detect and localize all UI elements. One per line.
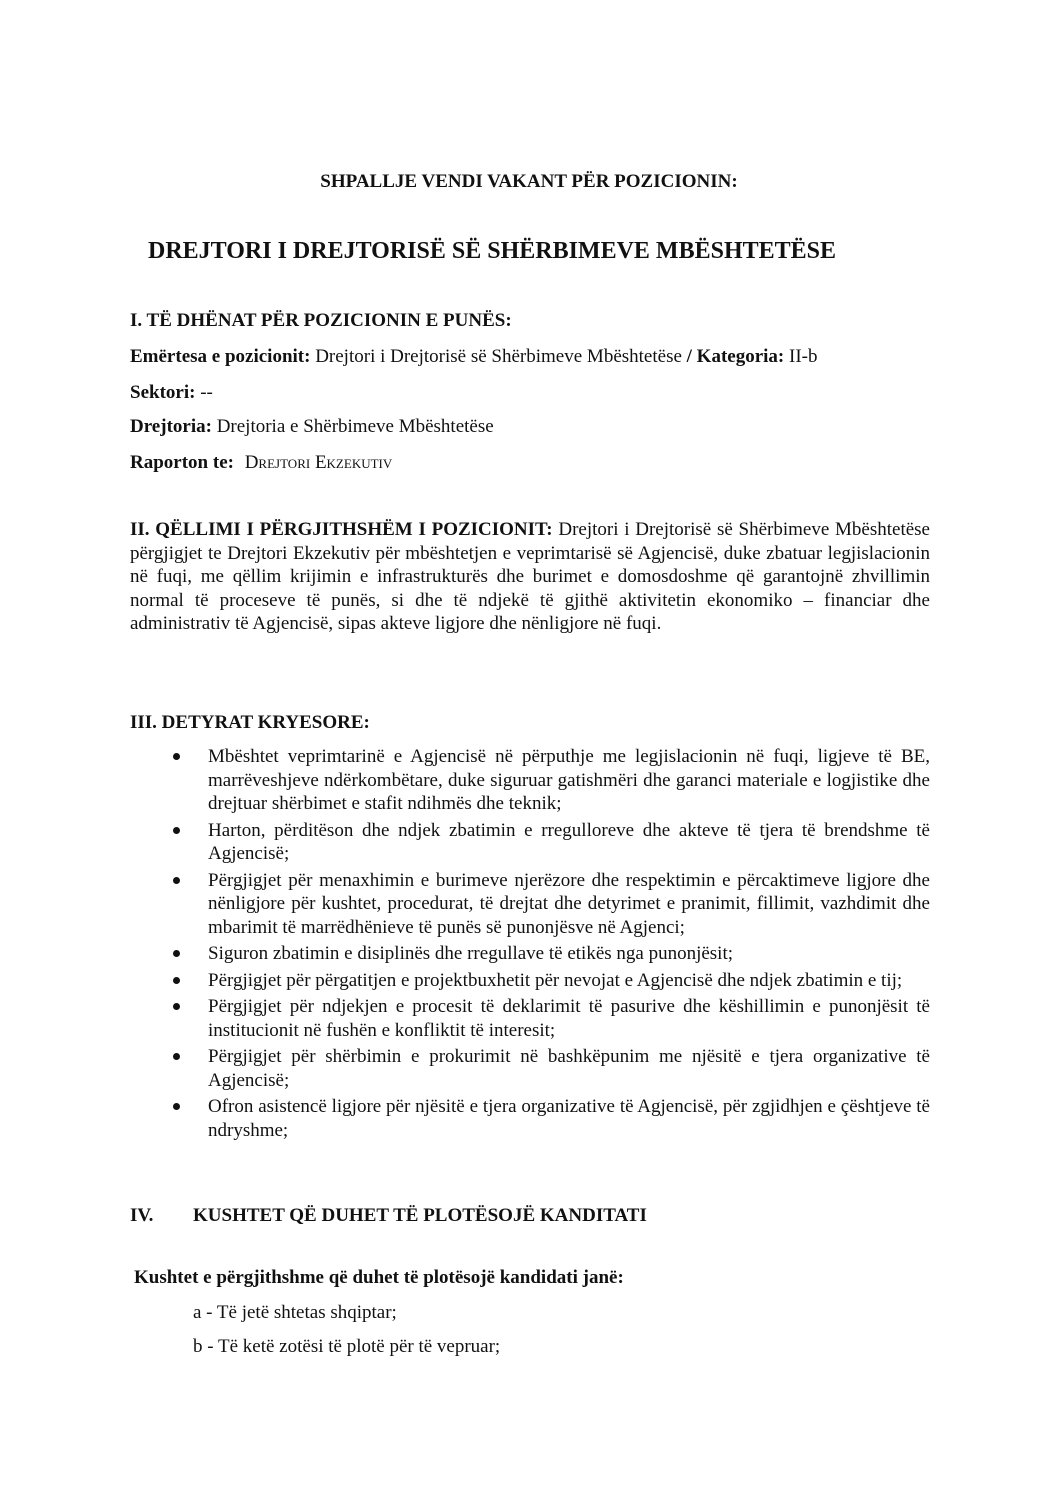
bullet-icon [173,1103,180,1110]
bullet-icon [173,977,180,984]
section4-number: IV. [130,1205,154,1226]
reports-row [130,452,392,474]
bullet-icon [173,1003,180,1010]
section4-heading: KUSHTET QË DUHET TË PLOTËSOJË KANDITATI [193,1205,647,1226]
purpose-text: Drejtori i Drejtorisë së Shërbimeve Mbështetëse përgjigjet te Drejtori Ekzekutiv për mbështetjen e veprimtarisë së Agjencisë, duke zbatuar legjislacionin në fuqi, me qëllim krijimin e infrastrukturës dhe burimet e domosdoshme që garantojnë zhvillimin normal të proceseve të punës, si dhe të ndjekë të gjithë aktivitetin ekonomiko – financiar dhe administrativ të Agjencisë, sipas akteve ligjore dhe nënligjore në fuqi. [130,519,930,634]
general-conditions-heading: Kushtet e përgjithshme që duhet të plotësojë kandidati janë: [134,1267,624,1288]
condition-item: b - Të ketë zotësi të plotë për të vepruar; [193,1336,501,1357]
condition-item: a - Të jetë shtetas shqiptar; [193,1302,397,1323]
task-text: Përgjigjet për ndjekjen e procesit të deklarimit të pasurive dhe këshillimin e punonjësit të institucionit në fushën e konfliktit të interesit; [208,996,930,1041]
section1-heading: I. TË DHËNAT PËR POZICIONIN E PUNËS: [130,310,512,331]
task-text: Përgjigjet për shërbimin e prokurimit në bashkëpunim me njësitë e tjera organizative të Agjencisë; [208,1046,930,1091]
list-item [173,869,930,940]
sector-value: -- [195,382,213,403]
reports-value: Drejtori Ekzekutiv [244,452,393,473]
directorate-value: Drejtoria e Shërbimeve Mbështetëse [211,416,494,437]
task-text: Siguron zbatimin e disiplinës dhe rregullave të etikës nga punonjësit; [208,943,734,964]
sector-label: Sektori: [130,382,196,403]
position-name-row [130,346,818,368]
position-name-label: Emërtesa e pozicionit: [130,346,311,367]
task-text: Mbështet veprimtarinë e Agjencisë në përputhje me legjislacionin në fuqi, ligjeve të BE, marrëveshjeve ndërkombëtare, duke siguruar gatishmëri dhe garanci materiale e logjistike dhe drejtuar shërbimet e stafit ndihmës dhe teknik; [208,746,930,814]
announcement-title: SHPALLJE VENDI VAKANT PËR POZICIONIN: [320,171,738,192]
task-text: Përgjigjet për përgatitjen e projektbuxhetit për nevojat e Agjencisë dhe ndjek zbatimin e tij; [208,969,903,991]
reports-label: Raporton te: [130,452,234,473]
directorate-label: Drejtoria: [130,416,212,437]
list-item [173,995,930,1042]
bullet-icon [173,753,180,760]
task-text: Përgjigjet për menaxhimin e burimeve njerëzore dhe respektimin e përcaktimeve ligjore dhe nënligjore për kushtet, procedurat, të drejtat dhe detyrimet e pranimit, fillimit, vazhdimit dhe mbarimit të marrëdhënieve të punës së punonjësve në Agjenci; [208,869,930,938]
purpose-paragraph [130,518,930,636]
task-text: Harton, përditëson dhe ndjek zbatimin e rregulloreve dhe akteve të tjera të brendshme të Agjencisë; [208,819,930,864]
bullet-icon [173,1053,180,1060]
list-item [173,819,930,866]
list-item [173,969,930,993]
bullet-icon [173,877,180,884]
task-list [173,745,930,1145]
bullet-icon [173,950,180,957]
list-item [173,1045,930,1092]
position-name-value: Drejtori i Drejtorisë së Shërbimeve Mbështetëse [310,346,687,367]
category-value: II-b [784,346,818,367]
list-item [173,942,930,966]
list-item [173,1095,930,1142]
bullet-icon [173,827,180,834]
category-label: / Kategoria: [686,346,785,367]
section3-heading: III. DETYRAT KRYESORE: [130,712,370,733]
section2-heading: II. QËLLIMI I PËRGJITHSHËM I POZICIONIT: [130,519,553,540]
list-item [173,745,930,816]
task-text: Ofron asistencë ligjore për njësitë e tjera organizative të Agjencisë, për zgjidhjen e çështjeve të ndryshme; [208,1096,930,1141]
directorate-row [130,416,494,438]
sector-row [130,382,213,404]
position-title: DREJTORI I DREJTORISË SË SHËRBIMEVE MBËSHTETËSE [148,238,836,264]
